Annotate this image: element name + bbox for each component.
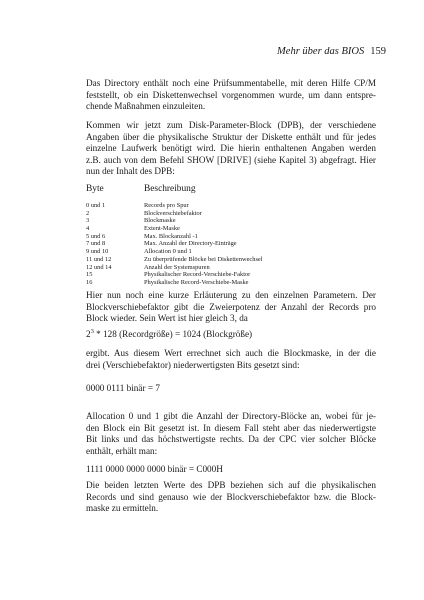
byte-cell: 12 und 14 [86,263,112,271]
paragraph-blockmask [86,348,376,371]
byte-cell: 5 und 6 [86,232,106,240]
table-row [86,202,386,210]
text-line: ergibt. Aus diesem Wert errechnet sich auch die Blockmaske, in der die [86,348,376,358]
table-row [86,210,386,218]
description-cell: Anzahl der Systemspuren [144,263,210,271]
paragraph-explanation [86,290,376,325]
description-cell: Blockverschiebefaktor [144,209,202,217]
formula-base: 2 [86,329,91,339]
description-cell: Max. Anzahl der Directory-Einträge [144,240,237,248]
description-cell: Extent-Maske [144,225,180,233]
table-row [86,264,386,272]
byte-cell: 15 [86,271,93,279]
byte-cell: 11 und 12 [86,255,112,263]
description-cell: Physikalischer Record-Verschiebe-Faktor [144,271,251,279]
column-header-description: Beschreibung [144,184,196,194]
description-cell: Blockmaske [144,217,176,225]
text-line: drei (Verschiebefaktor) niederwertigsten Bits gesetzt sind: [86,359,300,370]
text-line: chende Maßnahmen einzuleiten. [86,101,206,112]
table-row [86,248,386,256]
table-row [86,256,386,264]
paragraph-checksum [86,78,376,113]
text-line: Block wieder. Sein Wert ist hier gleich 3, da [86,313,248,324]
table-row [86,240,386,248]
byte-cell: 0 und 1 [86,202,106,209]
text-line: enthält, erhält man: [86,445,158,456]
paragraph-allocation [86,411,376,457]
description-cell: Physikalische Record-Verschiebe-Maske [144,278,249,286]
text-line: Kommen wir jetzt zum Disk-Parameter-Block (DPB), der verschiedene [86,120,376,130]
byte-cell: 3 [86,217,90,225]
text-line: feststellt, ob ein Diskettenwechsel vorgenommen wurde, um dann entspre- [86,89,376,100]
table-row [86,217,386,225]
table-row [86,279,386,287]
text-line: Hier nun noch eine kurze Erläuterung zu den einzelnen Parametern. Der [86,290,376,300]
text-line: nun der Inhalt des DPB: [86,166,175,177]
formula-exponent: 3 [90,327,94,335]
text-line: einzelne Laufwerk benötigt wird. Die hierin enthaltenen Angaben werden [86,143,376,154]
text-line: Das Directory enthält noch eine Prüfsummentabelle, mit deren Hilfe CP/M [86,78,376,88]
formula-allocation: 1111 0000 0000 0000 binär = C000H [86,464,223,474]
description-cell: Records pro Spur [144,202,189,209]
header-title: Mehr über das BIOS [277,46,365,57]
paragraph-dpb-intro [86,120,376,178]
byte-cell: 4 [86,225,90,233]
text-line: maske zu ermitteln. [86,503,159,514]
column-header-byte: Byte [86,184,104,194]
byte-cell: 9 und 10 [86,248,109,256]
table-row [86,225,386,233]
byte-cell: 2 [86,209,90,217]
formula-blockmask: 0000 0111 binär = 7 [86,383,160,393]
text-line: Bit links und das höchstwertigste rechts. Da der CPC vier solcher Blöcke [86,434,376,445]
page-number: 159 [370,46,386,57]
text-line: Die beiden letzten Werte des DPB beziehen sich auf die physikalischen [86,480,376,490]
running-header [277,46,386,57]
description-cell: Max. Blockanzahl -1 [144,232,198,240]
text-line: z.B. auch von dem Befehl SHOW [DRIVE] (siehe Kapitel 3) abgefragt. Hier [86,154,376,165]
paragraph-last-values [86,480,376,515]
formula-block-size [86,329,252,339]
byte-cell: 7 und 8 [86,240,106,248]
byte-cell: 16 [86,278,93,286]
table-row [86,233,386,241]
text-line: den Block ein Bit gesetzt ist. In diesem Fall steht aber das niederwertigste [86,422,376,433]
description-cell: Allocation 0 und 1 [144,248,192,256]
text-line: Allocation 0 und 1 gibt die Anzahl der Directory-Blöcke an, wobei für je- [86,411,376,421]
description-cell: Zu überprüfende Blöcke bei Diskettenwechsel [144,255,263,263]
text-line: Blockverschiebefaktor gibt die Zweierpotenz der Anzahl der Records pro [86,301,376,312]
table-row [86,271,386,279]
formula-rest: * 128 (Recordgröße) = 1024 (Blockgröße) [93,329,253,339]
text-line: Records und sind genauso wie der Blockverschiebefaktor bzw. die Block- [86,491,376,502]
dpb-table [86,202,386,287]
text-line: Angaben über die physikalische Struktur der Diskette enthält und für jedes [86,131,376,142]
